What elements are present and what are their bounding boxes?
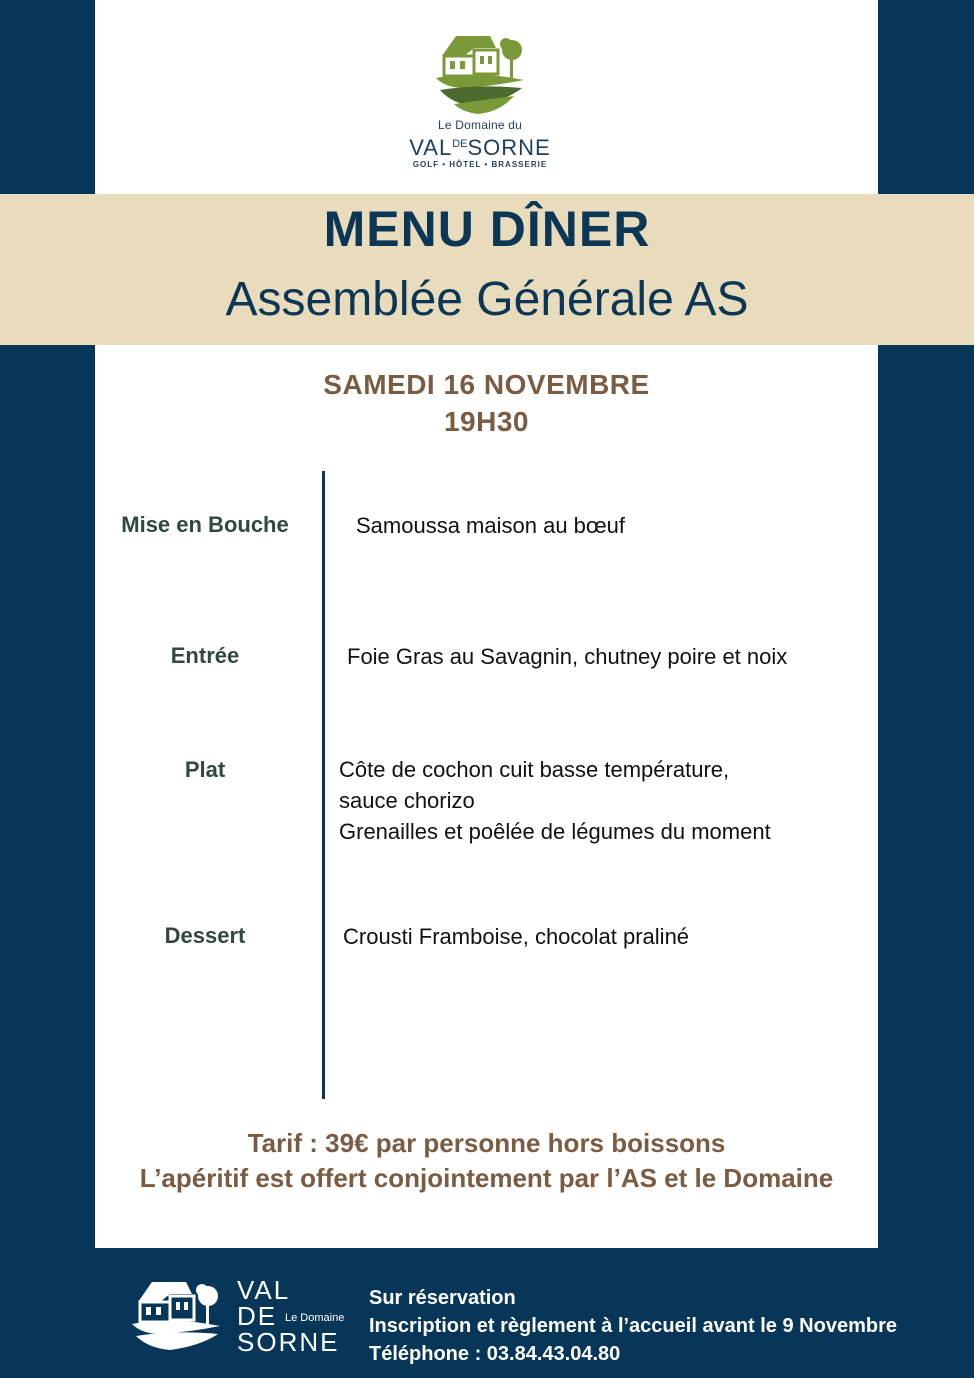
menu-divider <box>322 471 325 1099</box>
dish-line: sauce chorizo <box>339 788 475 813</box>
logo-tagline: GOLF • HÔTEL • BRASSERIE <box>412 160 548 169</box>
dish-line: Grenailles et poêlée de légumes du moment <box>339 819 771 844</box>
price-line: Tarif : 39€ par personne hors boissons <box>247 1128 726 1158</box>
dish-line: Samoussa maison au bœuf <box>356 513 626 538</box>
course-label-mise-en-bouche: Mise en Bouche <box>121 512 289 537</box>
course-label-dessert: Dessert <box>164 923 246 948</box>
logo-brand-name: $VAL^{DE}SORNE$ <box>409 135 551 160</box>
footer-logo-de: DE <box>237 1301 278 1331</box>
event-time: 19H30 <box>443 406 529 437</box>
menu-title: MENU DÎNER <box>323 201 651 257</box>
house-logo-icon <box>130 1276 222 1356</box>
course-dish-plat <box>339 754 771 847</box>
dish-line: Foie Gras au Savagnin, chutney poire et noix <box>347 644 788 669</box>
footer-phone: Téléphone : 03.84.43.04.80 <box>369 1343 621 1365</box>
dish-line: Crousti Framboise, chocolat praliné <box>343 924 690 949</box>
footer-logo-domaine: Le Domaine <box>285 1312 345 1324</box>
course-label-plat: Plat <box>184 757 226 782</box>
course-dish-entree <box>347 641 787 672</box>
golf-hills-icon <box>436 74 524 114</box>
course-label-entree: Entrée <box>170 643 240 668</box>
footer-reservation: Sur réservation <box>369 1287 516 1309</box>
aperitif-line: L’apéritif est offert conjointement par l’AS et le Domaine <box>139 1163 834 1193</box>
menu-subtitle: Assemblée Générale AS <box>225 273 749 326</box>
footer-registration: Inscription et règlement à l’accueil avant le 9 Novembre <box>369 1315 897 1337</box>
menu-sheet <box>95 0 878 1248</box>
footer-logo <box>130 1276 350 1362</box>
tree-icon <box>500 38 522 78</box>
course-dish-dessert <box>343 921 689 952</box>
top-logo <box>395 28 565 178</box>
footer-logo-sorne: SORNE <box>237 1327 340 1357</box>
house-logo-icon <box>434 28 526 114</box>
course-dish-mise-en-bouche <box>356 510 625 541</box>
footer-logo-val: VAL <box>237 1275 291 1305</box>
dish-line: Côte de cochon cuit basse température, <box>339 757 730 782</box>
logo-domaine-text: Le Domaine du <box>438 118 522 132</box>
event-date: SAMEDI 16 NOVEMBRE <box>323 369 650 400</box>
